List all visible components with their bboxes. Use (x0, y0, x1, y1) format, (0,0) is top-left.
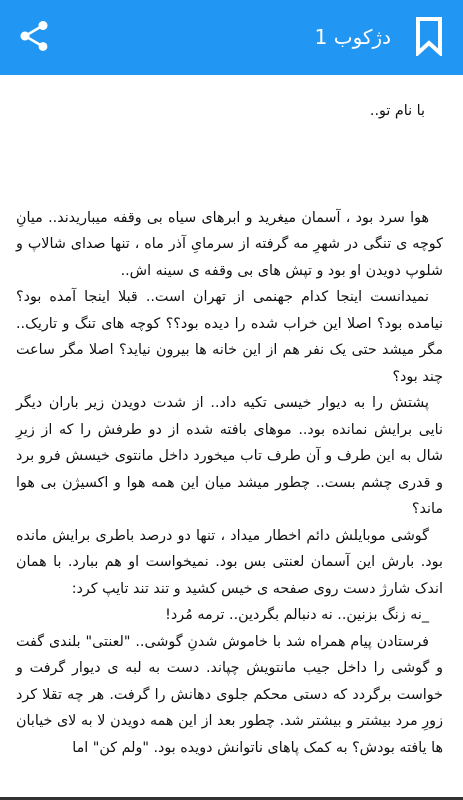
story-content[interactable] (0, 75, 463, 800)
paragraph: نمیدانست اینجا کدام جهنمی از تهران است.. قبلا اینجا آمده بود؟ نیامده بود؟ اصلا این خراب شده را دیده بود؟؟ کوچه های تنگ و تاریک.. مگر میشد حتی یک نفر هم از این خانه ها بیرون نیاید؟ اصلا مگر ساعت چند بود؟ (16, 289, 443, 385)
paragraph: _نه زنگ بزنین.. نه دنبالم بگردین.. ترمه مُرد! (165, 607, 429, 623)
spacer (16, 125, 443, 205)
bookmark-icon[interactable] (415, 16, 443, 56)
share-icon[interactable] (16, 18, 52, 54)
app-title: دژکوب 1 (314, 25, 391, 49)
greeting-line: با نام تو.. (369, 103, 425, 119)
story-text (16, 75, 443, 761)
paragraph: هوا سرد بود ، آسمان میغرید و ابرهای سیاه بی وقفه میباریدند.. میانِ کوچه ی تنگی در شهرِ مه گرفته از سرمایِ آذر ماه ، تنها صدای شالاپ و شلوپ دویدن او بود و تپش های بی وقفه ی سینه اش.. (16, 209, 443, 279)
app-bar (0, 0, 463, 75)
paragraph: پشتش را به دیوار خیسی تکیه داد.. از شدت دویدن زیر باران دیگر نایی برایش نمانده بود.. موهای بافته شده از دو طرفش را که از زیرِ شال به این طرف و آن طرف تاب میخورد داخل مانتوی خیسش فرو برد و قدری چشم بست.. چطور میشد میان این همه هوا و اکسیژن بی هوا ماند؟ (16, 395, 443, 517)
paragraph: گوشی موبایلش دائم اخطار میداد ، تنها دو درصد باطری برایش مانده بود. بارش این آسمان لعنتی بس بود. نمیخواست او هم ببارد. با همان اندک شارژ دست روی صفحه ی خیس کشید و تند تند تایپ کرد: (16, 527, 443, 597)
paragraph: فرستادن پیام همراه شد با خاموش شدنِ گوشی.. "لعنتی" بلندی گفت و گوشی را داخل جیب مانتویش چپاند. دست به لبه ی دیوار گرفت و خواست برگردد که دستی محکم جلوی دهانش را گرفت. هر چه تقلا کرد زورِ مرد بیشتر و بیشتر شد. چطور بعد از این همه دویدن لا به لای خیابان ها یافته بودش؟ به کمک پاهای ناتوانش دویده بود. "ولم کن" اما (16, 633, 443, 756)
